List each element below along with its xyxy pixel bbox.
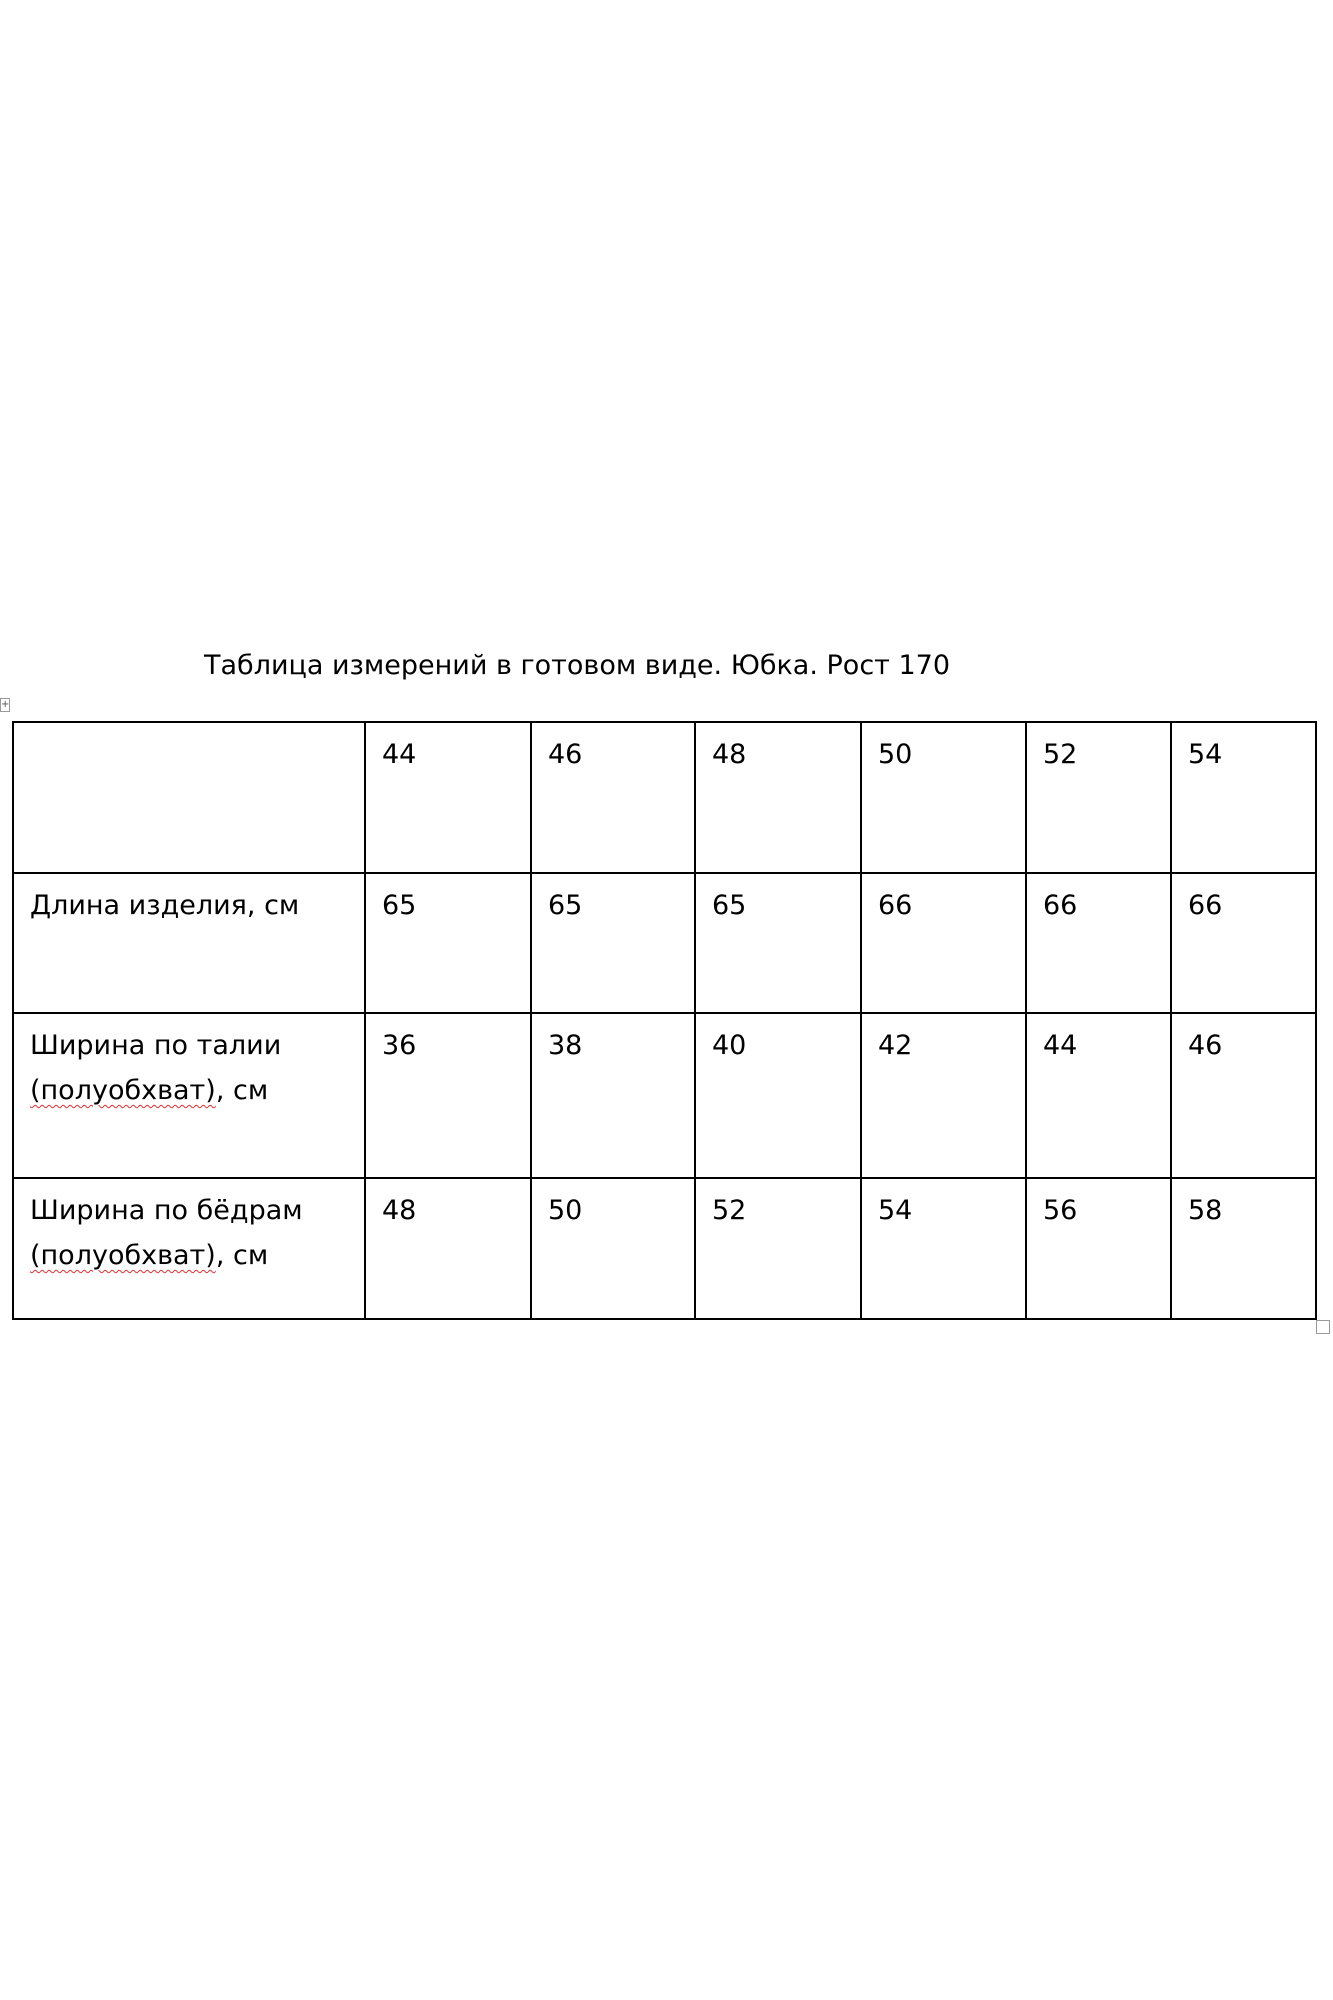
row-label-cell[interactable] xyxy=(13,1013,365,1178)
row-label: Длина изделия, см xyxy=(30,890,300,921)
value-cell[interactable]: 46 xyxy=(1171,1013,1316,1178)
table-row-length xyxy=(13,873,1316,1013)
value-cell[interactable]: 65 xyxy=(365,873,531,1013)
row-label-cell[interactable] xyxy=(13,1178,365,1319)
table-title: Таблица измерений в готовом виде. Юбка. Рост 170 xyxy=(204,650,951,681)
value-cell[interactable]: 48 xyxy=(365,1178,531,1319)
table-row-sizes xyxy=(13,722,1316,873)
value-cell[interactable]: 65 xyxy=(695,873,861,1013)
resize-icon[interactable] xyxy=(1316,1320,1330,1334)
move-icon[interactable]: + xyxy=(1,699,10,710)
value-cell[interactable]: 58 xyxy=(1171,1178,1316,1319)
row-label-spellcheck-word: (полуобхват) xyxy=(30,1075,216,1106)
size-cell[interactable]: 54 xyxy=(1171,722,1316,873)
row-label-unit: , см xyxy=(215,1240,269,1271)
value-cell[interactable]: 65 xyxy=(531,873,695,1013)
value-cell[interactable]: 40 xyxy=(695,1013,861,1178)
measurement-table xyxy=(12,721,1317,1320)
size-cell[interactable]: 52 xyxy=(1026,722,1171,873)
size-cell[interactable]: 44 xyxy=(365,722,531,873)
row-label: Ширина по талии xyxy=(30,1030,282,1061)
row-label: Ширина по бёдрам xyxy=(30,1195,303,1226)
value-cell[interactable]: 42 xyxy=(861,1013,1026,1178)
value-cell[interactable]: 36 xyxy=(365,1013,531,1178)
value-cell[interactable]: 54 xyxy=(861,1178,1026,1319)
value-cell[interactable]: 66 xyxy=(1171,873,1316,1013)
value-cell[interactable]: 56 xyxy=(1026,1178,1171,1319)
row-label-cell[interactable] xyxy=(13,873,365,1013)
header-label-cell[interactable] xyxy=(13,722,365,873)
value-cell[interactable]: 44 xyxy=(1026,1013,1171,1178)
value-cell[interactable]: 50 xyxy=(531,1178,695,1319)
value-cell[interactable]: 38 xyxy=(531,1013,695,1178)
row-label-unit: , см xyxy=(215,1075,269,1106)
row-label-spellcheck-word: (полуобхват) xyxy=(30,1240,216,1271)
table-row-waist xyxy=(13,1013,1316,1178)
value-cell[interactable]: 66 xyxy=(1026,873,1171,1013)
table-row-hips xyxy=(13,1178,1316,1319)
size-cell[interactable]: 48 xyxy=(695,722,861,873)
size-cell[interactable]: 50 xyxy=(861,722,1026,873)
size-cell[interactable]: 46 xyxy=(531,722,695,873)
value-cell[interactable]: 52 xyxy=(695,1178,861,1319)
value-cell[interactable]: 66 xyxy=(861,873,1026,1013)
